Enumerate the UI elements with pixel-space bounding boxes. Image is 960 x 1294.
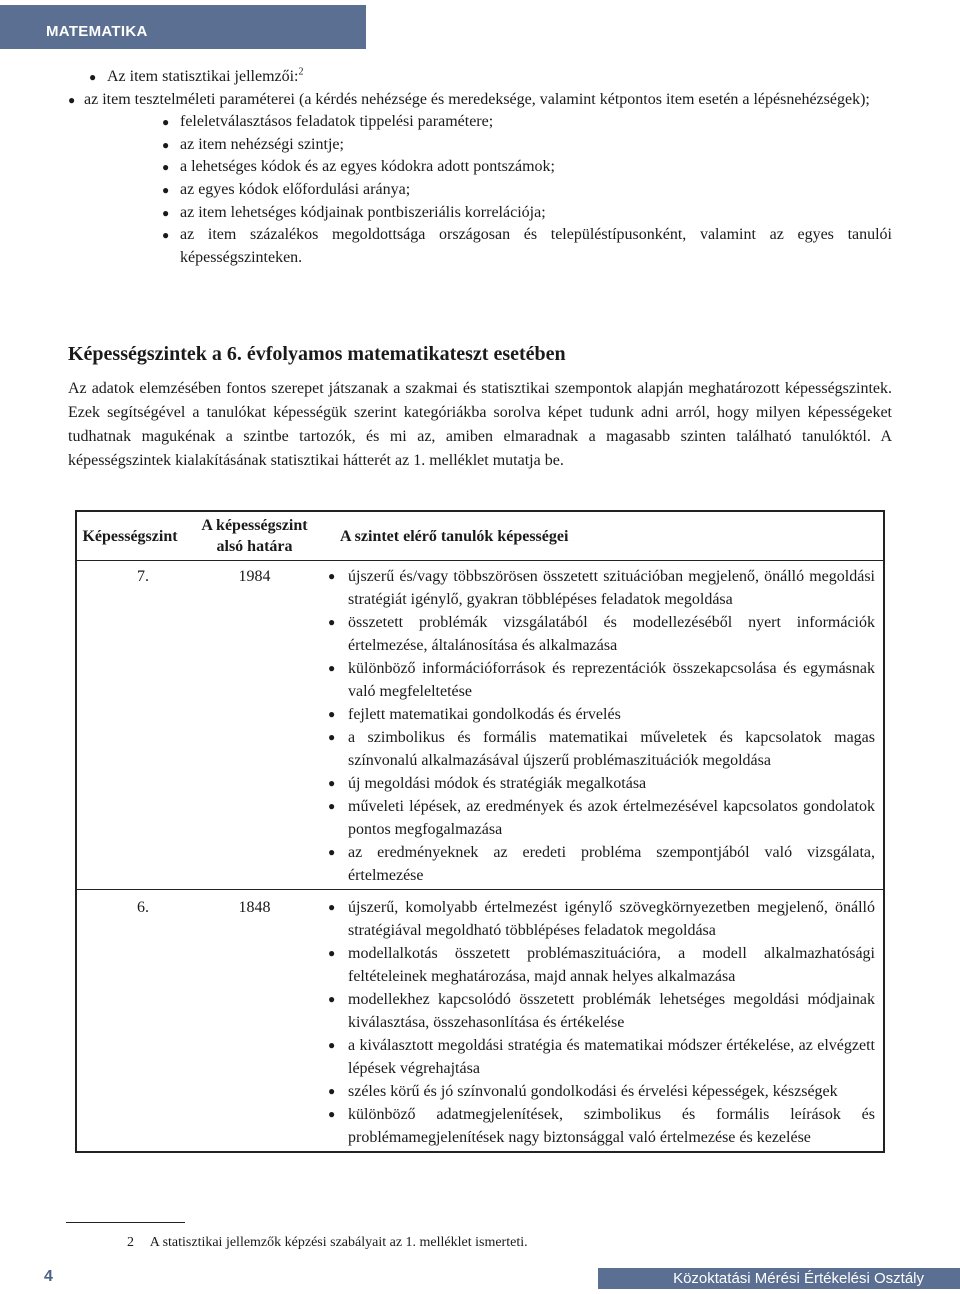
column-header-lower-bound: A képességszint alsó határa xyxy=(183,511,326,561)
skill-item: ● az eredményeknek az eredeti probléma szempontjából való vizsgálata, értelmezése xyxy=(326,841,875,887)
skills-cell xyxy=(326,890,884,1153)
footnote-divider xyxy=(66,1222,185,1223)
section-title: Képességszintek a 6. évfolyamos matematikateszt esetében xyxy=(68,343,566,365)
bullet-icon: ● xyxy=(162,228,170,243)
section-label: MATEMATIKA xyxy=(46,23,148,40)
list-item-lead: ● Az item statisztikai jellemzői:$^2$ xyxy=(0,66,960,89)
footnote-number: 2 xyxy=(127,1235,134,1250)
column-header-level: Képességszint xyxy=(76,511,183,561)
bullet-icon: ● xyxy=(328,992,336,1006)
column-header-skills: A szintet elérő tanulók képességei xyxy=(326,511,884,561)
bullet-icon: ● xyxy=(328,776,336,790)
list-item: ● az egyes kódok előfordulási aránya; xyxy=(0,179,960,202)
level-cell: 7. xyxy=(137,568,149,585)
bullet-icon: ● xyxy=(328,730,336,744)
skills-list xyxy=(326,565,883,889)
skill-item: ● újszerű és/vagy többszörösen összetett szituációban megjelenő, önálló megoldási stratégiát igénylő, gyakran többlépéses feladatok megoldása xyxy=(326,565,875,611)
skill-item: ● új megoldási módok és stratégiák megalkotása xyxy=(326,772,875,795)
footnote xyxy=(127,1234,528,1252)
skill-item: ● különböző adatmegjelenítések, szimbolikus és formális leírások és problémamegjelenítések nagy biztonsággal való értelmezése és kezelése xyxy=(326,1103,875,1149)
skills-list xyxy=(326,896,883,1151)
bullet-icon: ● xyxy=(328,569,336,583)
list-item: ● az item lehetséges kódjainak pontbiszeriális korrelációja; xyxy=(0,202,960,225)
bullet-icon: ● xyxy=(328,799,336,813)
bullet-icon: ● xyxy=(162,137,170,152)
skill-item: ● különböző információforrások és reprezentációk összekapcsolása és egymásnak való megfeleltetése xyxy=(326,657,875,703)
skill-item: ● modellekhez kapcsolódó összetett problémák lehetséges megoldási módjainak kiválasztása, összehasonlítása és értékelése xyxy=(326,988,875,1034)
skill-item: ● újszerű, komolyabb értelmezést igénylő szövegkörnyezetben megjelenő, önálló stratégiával megoldható többlépéses feladatok megoldása xyxy=(326,896,875,942)
list-item: ● az item nehézségi szintje; xyxy=(0,134,960,157)
skill-item: ● széles körű és jó színvonalú gondolkodási és érvelési képességek, készségek xyxy=(326,1080,875,1103)
bullet-icon: ● xyxy=(328,661,336,675)
skills-cell xyxy=(326,561,884,890)
page-number: 4 xyxy=(44,1268,53,1285)
item-statistics-list xyxy=(0,66,960,269)
ability-level-table xyxy=(75,510,885,1153)
bullet-icon: ● xyxy=(89,70,97,84)
bullet-icon: ● xyxy=(328,900,336,914)
skill-item: ● fejlett matematikai gondolkodás és érvelés xyxy=(326,703,875,726)
bullet-icon: ● xyxy=(162,160,170,175)
bullet-icon: ● xyxy=(162,115,170,130)
bullet-icon: ● xyxy=(328,845,336,859)
table-header-row xyxy=(76,511,884,561)
bullet-icon: ● xyxy=(162,182,170,197)
bullet-icon: ● xyxy=(328,707,336,721)
list-item: ● a lehetséges kódok és az egyes kódokra adott pontszámok; xyxy=(0,156,960,179)
bullet-icon: ● xyxy=(328,615,336,629)
bullet-icon: ● xyxy=(328,1084,336,1098)
section-header-tab xyxy=(0,5,366,49)
lower-bound-cell: 1848 xyxy=(183,890,326,1153)
list-item: ● feleletválasztásos feladatok tippelési paramétere; xyxy=(0,111,960,134)
skill-item: ● a szimbolikus és formális matematikai műveletek és kapcsolatok magas színvonalú alkalmazásával újszerű problémaszituációk megoldása xyxy=(326,726,875,772)
level-cell: 6. xyxy=(76,890,183,1153)
footnote-text: A statisztikai jellemzők képzési szabályait az 1. melléklet ismerteti. xyxy=(149,1235,528,1250)
bullet-icon: ● xyxy=(328,1038,336,1052)
bullet-icon: ● xyxy=(68,92,76,107)
skill-item: ● a kiválasztott megoldási stratégia és matematikai módszer értékelése, az elvégzett lépések végrehajtása xyxy=(326,1034,875,1080)
list-item: ● az item százalékos megoldottsága országosan és településtípusonként, valamint az egyes tanulói képességszinteken. xyxy=(162,226,892,266)
bullet-icon: ● xyxy=(162,205,170,220)
footer-bar xyxy=(598,1268,960,1289)
footnote-reference: 2 xyxy=(298,66,304,78)
skill-item: ● összetett problémák vizsgálatából és modellezéséből nyert információk értelmezése, általánosítása és alkalmazása xyxy=(326,611,875,657)
list-item-params: ● az item tesztelméleti paraméterei (a kérdés nehézsége és meredeksége, valamint kétpontos item esetén a lépésnehézségek); xyxy=(0,89,960,112)
bullet-icon: ● xyxy=(328,946,336,960)
section-paragraph: Az adatok elemzésében fontos szerepet játszanak a szakmai és statisztikai szempontok alapján meghatározott képességszintek. Ezek segítségével a tanulókat képességük szerint kategóriákba sorolva képet tudunk adni arról, hogy milyen képességeket tudhatnak magukénak a szintbe tartozók, és mi az, amiben elmaradnak a magasabb szinten található tanulóktól. A képességszintek kialakításának statisztikai hátterét az 1. melléklet mutatja be. xyxy=(68,380,892,469)
table-row xyxy=(76,561,884,890)
skill-item: ● műveleti lépések, az eredmények és azok értelmezésével kapcsolatos gondolatok pontos megfogalmazása xyxy=(326,795,875,841)
skill-item: ● modellalkotás összetett problémaszituációra, a modell alkalmazhatósági feltételeinek meghatározása, majd annak helyes alkalmazása xyxy=(326,942,875,988)
table-row xyxy=(76,890,884,1153)
footer-organization: Közoktatási Mérési Értékelési Osztály xyxy=(673,1270,924,1287)
lower-bound-cell: 1984 xyxy=(238,568,271,585)
bullet-icon: ● xyxy=(328,1107,336,1121)
